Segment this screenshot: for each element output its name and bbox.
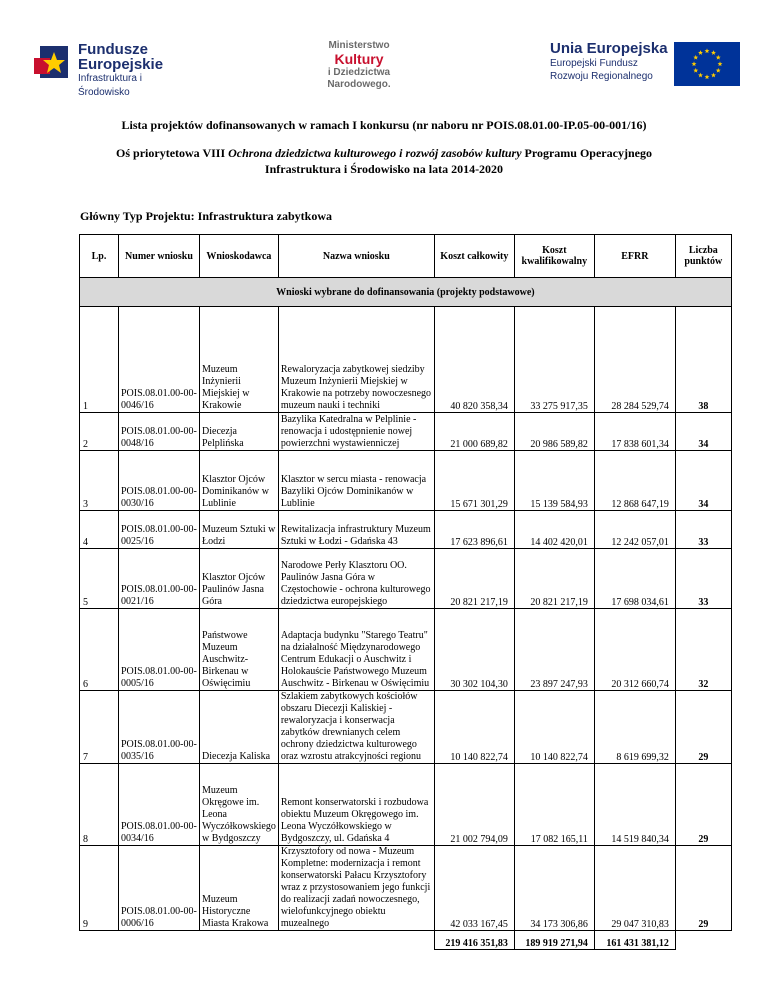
cell-nazwa: Klasztor w sercu miasta - renowacja Bazyliki Ojców Dominikanów w Lublinie: [278, 451, 434, 511]
unia-europejska-logo: [550, 40, 760, 90]
cell-efrr: 12 868 647,19: [594, 451, 675, 511]
total-kk: 189 919 271,94: [514, 931, 594, 950]
eu-star: [693, 55, 698, 60]
eu-star: [705, 48, 710, 53]
table-row: [80, 764, 732, 846]
cell-wn: Klasztor Ojców Dominikanów w Lublinie: [200, 451, 279, 511]
project-type-heading: Główny Typ Projektu: Infrastruktura zabytkowa: [80, 209, 333, 223]
empty-cell: [200, 931, 279, 950]
cell-kk: 14 402 420,01: [514, 511, 594, 549]
cell-nr: POIS.08.01.00-00-0048/16: [119, 413, 200, 451]
eu-star: [698, 50, 703, 55]
cell-kk: 33 275 917,35: [514, 307, 594, 413]
cell-wn: Państwowe Muzeum Auschwitz-Birkenau w Oświęcimiu: [200, 609, 279, 691]
fe-line2: Europejskie: [78, 56, 164, 73]
ue-line1: Unia Europejska: [550, 40, 668, 57]
header-numer: Numer wniosku: [119, 235, 200, 278]
cell-nr: POIS.08.01.00-00-0005/16: [119, 609, 200, 691]
ue-line3: Rozwoju Regionalnego: [550, 71, 653, 82]
header-liczba-punktow: Liczba punktów: [675, 235, 731, 278]
cell-lp: 2: [80, 413, 119, 451]
ue-line2: Europejski Fundusz: [550, 58, 638, 69]
cell-efrr: 28 284 529,74: [594, 307, 675, 413]
cell-kk: 23 897 247,93: [514, 609, 594, 691]
cell-wn: Muzeum Sztuki w Łodzi: [200, 511, 279, 549]
cell-pkt: 29: [675, 691, 731, 764]
total-efrr: 161 431 381,12: [594, 931, 675, 950]
cell-nr: POIS.08.01.00-00-0046/16: [119, 307, 200, 413]
cell-wn: Diecezja Pelplińska: [200, 413, 279, 451]
cell-lp: 4: [80, 511, 119, 549]
cell-nr: POIS.08.01.00-00-0030/16: [119, 451, 200, 511]
mk-line4: Narodowego.: [327, 79, 391, 90]
mk-line1: Ministerstwo: [328, 40, 390, 51]
cell-kc: 21 002 794,09: [434, 764, 514, 846]
cell-pkt: 38: [675, 307, 731, 413]
cell-efrr: 17 838 601,34: [594, 413, 675, 451]
cell-kc: 42 033 167,45: [434, 846, 514, 931]
cell-kk: 34 173 306,86: [514, 846, 594, 931]
fe-line3: Infrastruktura i Środowisko: [78, 73, 142, 98]
table-row: [80, 511, 732, 549]
cell-kc: 21 000 689,82: [434, 413, 514, 451]
eu-star: [705, 74, 710, 79]
cell-lp: 3: [80, 451, 119, 511]
eu-star: [698, 73, 703, 78]
header-koszt-calkowity: Koszt całkowity: [434, 235, 514, 278]
ministerstwo-kultury-logo: [319, 40, 399, 100]
header-logos: [0, 0, 768, 110]
cell-kk: 10 140 822,74: [514, 691, 594, 764]
eu-star: [716, 68, 721, 73]
projects-table: [79, 234, 732, 950]
cell-lp: 7: [80, 691, 119, 764]
cell-efrr: 20 312 660,74: [594, 609, 675, 691]
section-label: Wnioski wybrane do dofinansowania (projekty podstawowe): [80, 278, 732, 307]
cell-wn: Muzeum Historyczne Miasta Krakowa: [200, 846, 279, 931]
cell-kk: 20 986 589,82: [514, 413, 594, 451]
table-row: [80, 846, 732, 931]
cell-nazwa: Szlakiem zabytkowych kościołów obszaru Diecezji Kaliskiej - rewaloryzacja i konserwacja zabytków drewnianych celem ochrony dziedzictwa kulturowego oraz wzrostu atrakcyjności regionu: [278, 691, 434, 764]
eu-star: [718, 61, 723, 66]
eu-star: [716, 55, 721, 60]
cell-pkt: 33: [675, 549, 731, 609]
empty-cell: [80, 931, 119, 950]
cell-pkt: 34: [675, 451, 731, 511]
table-row: [80, 451, 732, 511]
cell-lp: 5: [80, 549, 119, 609]
empty-cell: [278, 931, 434, 950]
cell-nazwa: Remont konserwatorski i rozbudowa obiektu Muzeum Okręgowego im. Leona Wyczółkowskiego w Bydgoszczy, ul. Gdańska 4: [278, 764, 434, 846]
table-row: [80, 307, 732, 413]
section-row: [80, 278, 732, 307]
totals-row: [80, 931, 732, 950]
empty-cell: [119, 931, 200, 950]
cell-pkt: 29: [675, 846, 731, 931]
cell-nazwa: Adaptacja budynku "Starego Teatru" na działalność Międzynarodowego Centrum Edukacji o Auschwitz i Holokauście Państwowego Muzeum Auschwitz - Birkenau w Oświęcimiu: [278, 609, 434, 691]
cell-efrr: 17 698 034,61: [594, 549, 675, 609]
cell-nr: POIS.08.01.00-00-0035/16: [119, 691, 200, 764]
cell-nazwa: Rewaloryzacja zabytkowej siedziby Muzeum Inżynierii Miejskiej w Krakowie na potrzeby nowoczesnego muzeum nauki i techniki: [278, 307, 434, 413]
eu-star: [693, 68, 698, 73]
mk-line3: i Dziedzictwa: [327, 67, 391, 78]
cell-lp: 6: [80, 609, 119, 691]
cell-kc: 40 820 358,34: [434, 307, 514, 413]
table-header-row: [80, 235, 732, 278]
cell-kc: 30 302 104,30: [434, 609, 514, 691]
cell-kc: 17 623 896,61: [434, 511, 514, 549]
eu-star: [711, 73, 716, 78]
total-kc: 219 416 351,83: [434, 931, 514, 950]
fundusze-europejskie-logo: [34, 40, 194, 98]
fe-line1: Fundusze: [78, 41, 148, 58]
cell-nazwa: Krzysztofory od nowa - Muzeum Kompletne: modernizacja i remont konserwatorski Pałacu Krzysztofory wraz z przystosowaniem jego funkcji do realizacji zadań nowoczesnego, wielofunkcyjnego obiektu muzealnego: [278, 846, 434, 931]
eu-star: [692, 61, 697, 66]
table-row: [80, 609, 732, 691]
cell-kk: 17 082 165,11: [514, 764, 594, 846]
cell-efrr: 29 047 310,83: [594, 846, 675, 931]
cell-kk: 15 139 584,93: [514, 451, 594, 511]
header-efrr: EFRR: [594, 235, 675, 278]
eu-star: [711, 50, 716, 55]
mk-line2: Kultury: [334, 51, 384, 67]
cell-lp: 8: [80, 764, 119, 846]
table-row: [80, 691, 732, 764]
header-nazwa: Nazwa wniosku: [278, 235, 434, 278]
cell-efrr: 12 242 057,01: [594, 511, 675, 549]
subtitle-italic: Ochrona dziedzictwa kulturowego i rozwój zasobów kultury: [228, 146, 522, 160]
header-koszt-kwalifikowalny: Koszt kwalifikowalny: [514, 235, 594, 278]
empty-cell: [675, 931, 731, 950]
cell-pkt: 33: [675, 511, 731, 549]
eu-flag-icon: [674, 42, 740, 86]
cell-wn: Muzeum Inżynierii Miejskiej w Krakowie: [200, 307, 279, 413]
header-wnioskodawca: Wnioskodawca: [200, 235, 279, 278]
cell-nazwa: Rewitalizacja infrastruktury Muzeum Sztuki w Łodzi - Gdańska 43: [278, 511, 434, 549]
table-row: [80, 413, 732, 451]
cell-pkt: 32: [675, 609, 731, 691]
cell-nr: POIS.08.01.00-00-0006/16: [119, 846, 200, 931]
subtitle-suffix: Programu Operacyjnego Infrastruktura i Środowisko na lata 2014-2020: [264, 146, 652, 176]
cell-kk: 20 821 217,19: [514, 549, 594, 609]
cell-lp: 1: [80, 307, 119, 413]
cell-kc: 15 671 301,29: [434, 451, 514, 511]
cell-nr: POIS.08.01.00-00-0021/16: [119, 549, 200, 609]
cell-pkt: 29: [675, 764, 731, 846]
document-subtitle: [90, 145, 678, 177]
cell-kc: 20 821 217,19: [434, 549, 514, 609]
fe-star-icon: [34, 42, 70, 80]
table-row: [80, 549, 732, 609]
cell-efrr: 8 619 699,32: [594, 691, 675, 764]
cell-nr: POIS.08.01.00-00-0025/16: [119, 511, 200, 549]
cell-nazwa: Narodowe Perły Klasztoru OO. Paulinów Jasna Góra w Częstochowie - ochrona kulturowego dziedzictwa europejskiego: [278, 549, 434, 609]
cell-pkt: 34: [675, 413, 731, 451]
cell-kc: 10 140 822,74: [434, 691, 514, 764]
cell-wn: Klasztor Ojców Paulinów Jasna Góra: [200, 549, 279, 609]
cell-wn: Muzeum Okręgowe im. Leona Wyczółkowskiego w Bydgoszczy: [200, 764, 279, 846]
cell-efrr: 14 519 840,34: [594, 764, 675, 846]
subtitle-prefix: Oś priorytetowa VIII: [116, 146, 229, 160]
header-lp: Lp.: [80, 235, 119, 278]
cell-nr: POIS.08.01.00-00-0034/16: [119, 764, 200, 846]
cell-nazwa: Bazylika Katedralna w Pelplinie - renowacja i udostępnienie nowej powierzchni wystawienniczej: [278, 413, 434, 451]
document-title: Lista projektów dofinansowanych w ramach I konkursu (nr naboru nr POIS.08.01.00-IP.05-00-001/16): [121, 118, 647, 132]
cell-wn: Diecezja Kaliska: [200, 691, 279, 764]
cell-lp: 9: [80, 846, 119, 931]
